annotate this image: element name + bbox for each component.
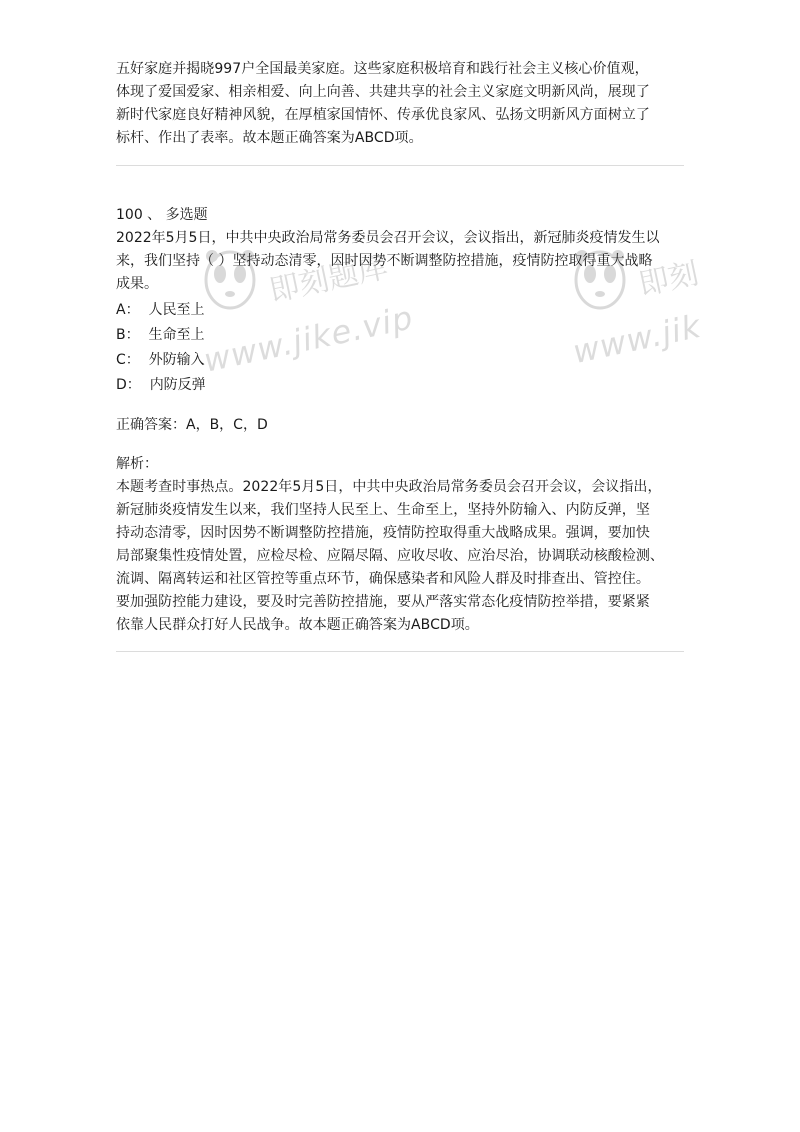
text-line: 2022年5月5日，中共中央政治局常务委员会召开会议，会议指出，新冠肺炎疫情发生以 — [116, 230, 660, 246]
analysis-title: 解析： — [116, 456, 158, 472]
watermark-url: www.jik — [569, 306, 705, 372]
text-line: 持动态清零，因时因势不断调整防控措施，疫情防控取得重大战略成果。强调，要加快 — [116, 525, 650, 541]
option-label: D： — [116, 377, 141, 393]
option-label: B： — [116, 327, 140, 343]
option-text: 人民至上 — [148, 302, 205, 318]
divider — [116, 651, 684, 652]
options-list — [116, 298, 684, 398]
option-b — [116, 323, 684, 348]
text-line: 五好家庭并揭晓997户全国最美家庭。这些家庭积极培育和践行社会主义核心价值观， — [116, 61, 649, 77]
option-text: 内防反弹 — [149, 377, 206, 393]
text-line: 标杆、作出了表率。故本题正确答案为ABCD项。 — [116, 130, 423, 146]
text-line: 新冠肺炎疫情发生以来，我们坚持人民至上、生命至上，坚持外防输入、内防反弹，坚 — [116, 502, 650, 518]
text-line: 流调、隔离转运和社区管控等重点环节，确保感染者和风险人群及时排查出、管控住。 — [116, 571, 650, 587]
option-label: C： — [116, 352, 140, 368]
question-header: 100 、 多选题 — [116, 207, 208, 223]
text-line: 体现了爱国爱家、相亲相爱、向上向善、共建共享的社会主义家庭文明新风尚，展现了 — [116, 84, 650, 100]
divider — [116, 165, 684, 166]
correct-answer: 正确答案：A，B，C，D — [116, 417, 268, 433]
text-line: 来，我们坚持（ ）坚持动态清零，因时因势不断调整防控措施，疫情防控取得重大战略 — [116, 253, 653, 269]
question-stem — [116, 227, 684, 296]
option-a — [116, 298, 684, 323]
text-line: 新时代家庭良好精神风貌，在厚植家国情怀、传承优良家风、弘扬文明新风方面树立了 — [116, 107, 650, 123]
option-label: A： — [116, 302, 140, 318]
option-text: 生命至上 — [148, 327, 205, 343]
text-line: 要加强防控能力建设，要及时完善防控措施，要从严落实常态化疫情防控举措，要紧紧 — [116, 594, 650, 610]
option-text: 外防输入 — [148, 352, 205, 368]
watermark-brand: 即刻 — [635, 256, 702, 303]
text-line: 本题考查时事热点。2022年5月5日，中共中央政治局常务委员会召开会议，会议指出， — [116, 479, 662, 495]
text-line: 依靠人民群众打好人民战争。故本题正确答案为ABCD项。 — [116, 617, 479, 633]
text-line: 局部聚集性疫情处置，应检尽检、应隔尽隔、应收尽收、应治尽治，协调联动核酸检测、 — [116, 548, 664, 564]
watermark-brand: 即刻题库 — [266, 249, 392, 310]
watermark-url: www.jike.vip — [200, 298, 417, 380]
text-line: 成果。 — [116, 276, 158, 292]
option-d — [116, 373, 684, 398]
analysis-paragraph — [116, 476, 684, 637]
document-page — [116, 58, 684, 652]
option-c — [116, 348, 684, 373]
top-paragraph — [116, 58, 684, 150]
